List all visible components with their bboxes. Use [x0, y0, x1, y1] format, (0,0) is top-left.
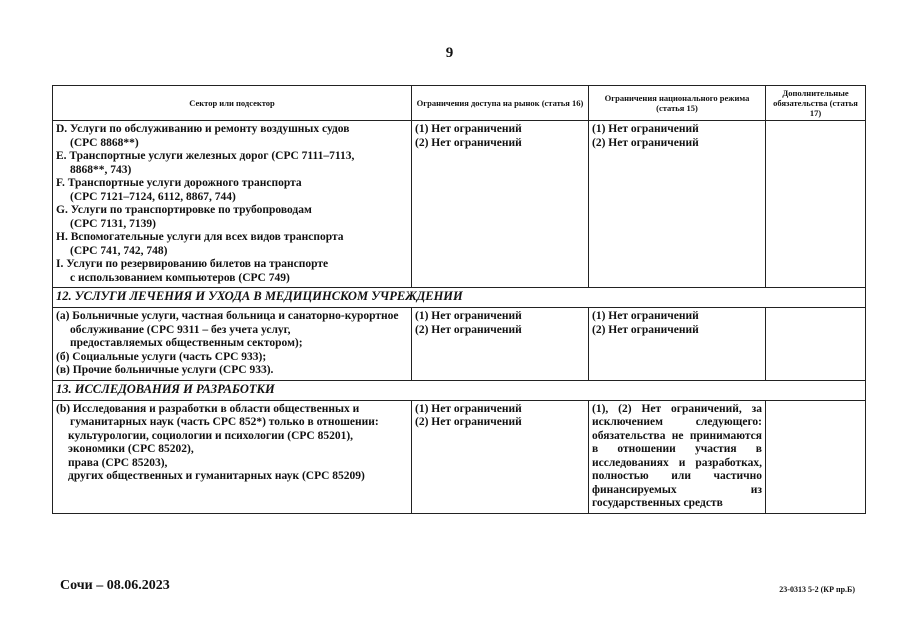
- sector-subitem: культурологии, социологии и психологии (CPC 85201),: [68, 429, 354, 442]
- sector-entry: (в) Прочие больничные услуги (CPC 933).: [56, 364, 274, 376]
- sector-entry: (b) Исследования и разработки в области общественных и гуманитарных наук (часть CPC 852*) только в отношении:: [56, 402, 379, 428]
- cell-national-treatment: [589, 121, 766, 288]
- sector-entry: H. Вспомогательные услуги для всех видов транспорта (CPC 741, 742, 748): [56, 231, 344, 257]
- cell-national-treatment: [589, 400, 766, 513]
- cell-market-access: [412, 308, 589, 381]
- cell-market-access: [412, 400, 589, 513]
- limitation-mode-1: (1) Нет ограничений: [415, 310, 522, 322]
- sector-entry: (а) Больничные услуги, частная больница и санаторно-курортное обслуживание (CPC 9311 – без учета услуг, предоставляемых общественным сектором);: [56, 310, 399, 349]
- limitation-mode-1: (1) Нет ограничений: [415, 123, 522, 135]
- sector-entry: D. Услуги по обслуживанию и ремонту воздушных судов (CPC 8868**): [56, 123, 350, 149]
- cell-sector: [53, 400, 412, 513]
- cell-market-access: [412, 121, 589, 288]
- section-row-13: [53, 380, 866, 400]
- table-row-medical: [53, 308, 866, 381]
- cell-additional: [766, 308, 866, 381]
- sector-entry: I. Услуги по резервированию билетов на транспорте с использованием компьютеров (CPC 749): [56, 258, 329, 284]
- limitation-mode-2: (2) Нет ограничений: [415, 323, 522, 336]
- sector-entry: G. Услуги по транспортировке по трубопроводам (CPC 7131, 7139): [56, 204, 312, 230]
- table-row-transport: [53, 121, 866, 288]
- limitation-mode-1: (1) Нет ограничений: [592, 123, 699, 135]
- sector-subitem: права (CPC 85203),: [68, 456, 168, 469]
- limitation-mode-2: (2) Нет ограничений: [415, 136, 522, 149]
- cell-additional: [766, 121, 866, 288]
- header-national-treatment: Ограничения национального режима (статья 15): [589, 86, 766, 121]
- sector-entry: F. Транспортные услуги дорожного транспорта (CPC 7121–7124, 6112, 8867, 744): [56, 177, 302, 203]
- limitation-text: (1), (2) Нет ограничений, за исключением следующего: обязательства не принимаются в отношении участия в исследованиях и разработках, полностью или частично финансируемых из государственных средств: [592, 402, 762, 509]
- footer-location-date: Сочи – 08.06.2023: [60, 578, 170, 593]
- cell-additional: [766, 400, 866, 513]
- commitments-table: [52, 85, 866, 514]
- limitation-mode-2: (2) Нет ограничений: [592, 136, 699, 149]
- limitation-mode-1: (1) Нет ограничений: [415, 402, 522, 415]
- section-title-13: 13. ИССЛЕДОВАНИЯ И РАЗРАБОТКИ: [53, 380, 866, 400]
- cell-national-treatment: [589, 308, 766, 381]
- sector-entry: E. Транспортные услуги железных дорог (CPC 7111–7113, 8868**, 743): [56, 150, 355, 176]
- limitation-mode-2: (2) Нет ограничений: [415, 416, 522, 428]
- footer-document-code: 23-0313 5-2 (КР пр.Б): [779, 585, 855, 594]
- page-number: 9: [445, 45, 454, 61]
- section-title-12: 12. УСЛУГИ ЛЕЧЕНИЯ И УХОДА В МЕДИЦИНСКОМ УЧРЕЖДЕНИИ: [53, 288, 866, 308]
- limitation-mode-1: (1) Нет ограничений: [592, 310, 699, 322]
- sector-subitem: других общественных и гуманитарных наук (CPC 85209): [68, 470, 365, 482]
- section-row-12: [53, 288, 866, 308]
- header-sector: Сектор или подсектор: [53, 86, 412, 121]
- cell-sector: [53, 121, 412, 288]
- table-header-row: [53, 86, 866, 121]
- header-market-access: Ограничения доступа на рынок (статья 16): [412, 86, 589, 121]
- table-row-research: [53, 400, 866, 513]
- sector-entry: (б) Социальные услуги (часть CPC 933);: [56, 350, 267, 363]
- header-additional-commitments: Дополнительные обязательства (статья 17): [766, 86, 866, 121]
- limitation-mode-2: (2) Нет ограничений: [592, 323, 699, 336]
- sector-subitem: экономики (CPC 85202),: [68, 443, 194, 455]
- cell-sector: [53, 308, 412, 381]
